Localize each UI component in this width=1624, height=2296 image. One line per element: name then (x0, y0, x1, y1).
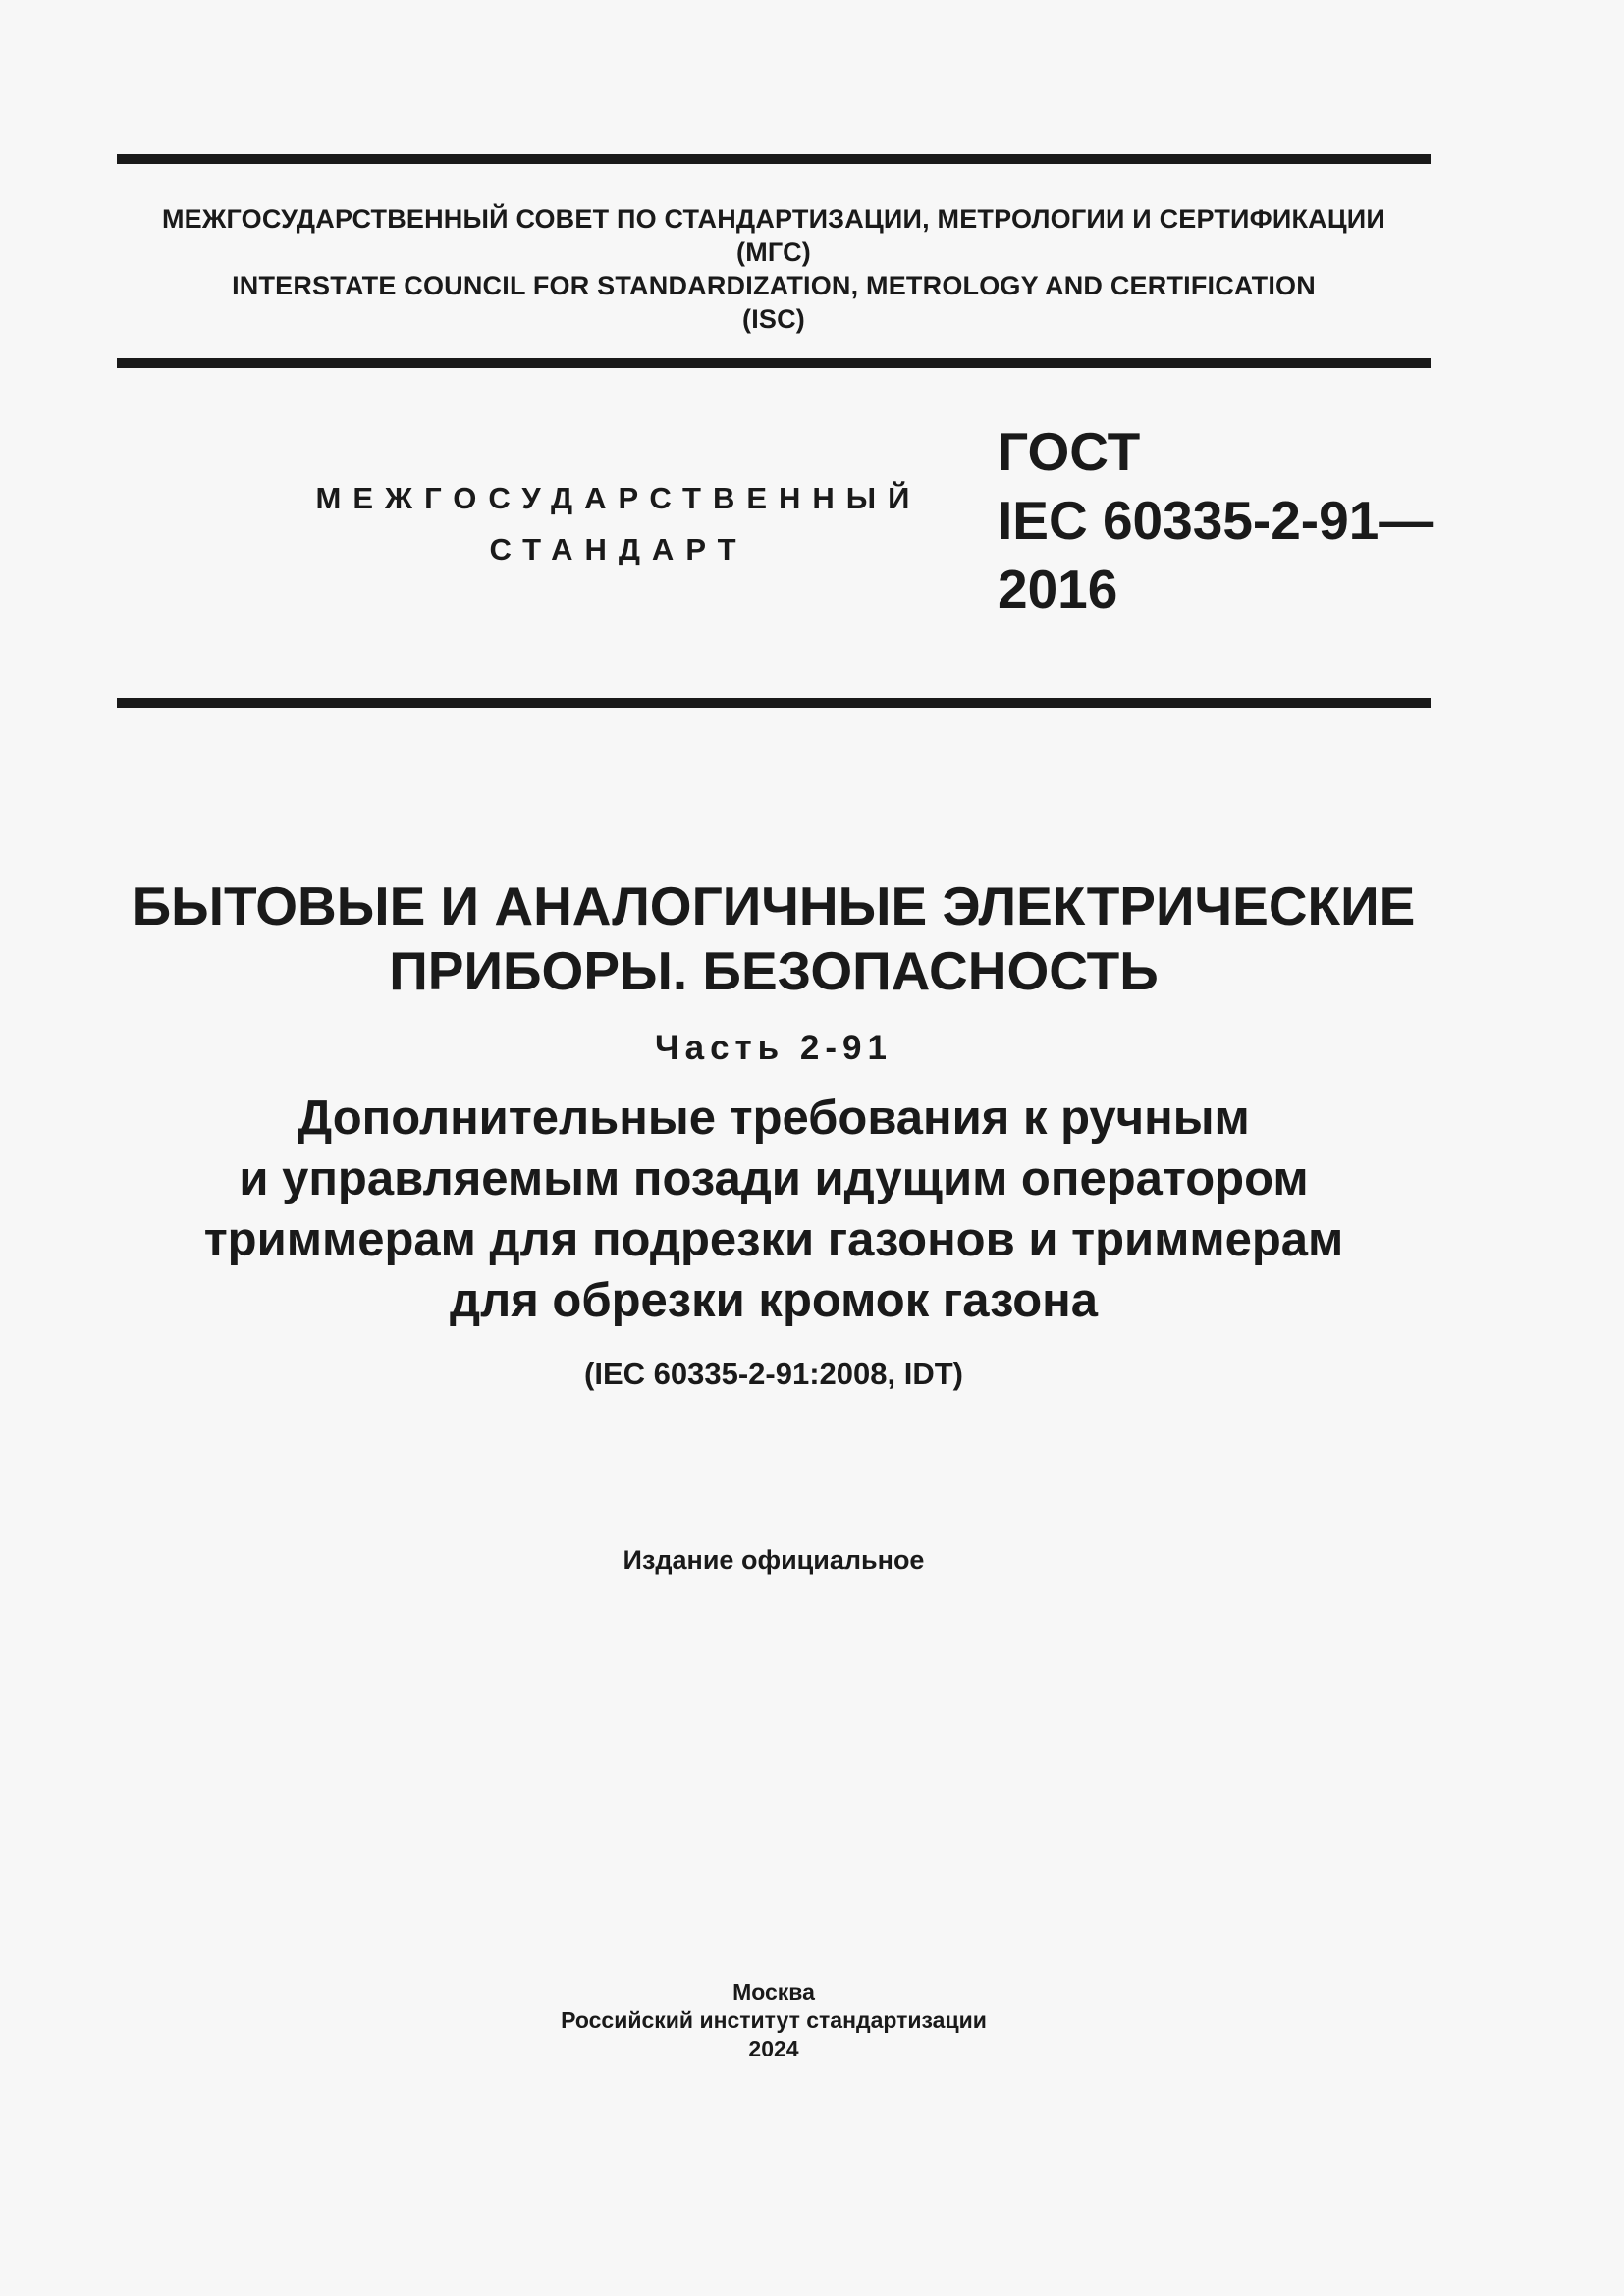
title-line1: БЫТОВЫЕ И АНАЛОГИЧНЫЕ ЭЛЕКТРИЧЕСКИЕ (132, 876, 1416, 936)
council-name-ru: МЕЖГОСУДАРСТВЕННЫЙ СОВЕТ ПО СТАНДАРТИЗАЦИИ, МЕТРОЛОГИИ И СЕРТИФИКАЦИИ (161, 204, 1386, 234)
council-abbr-en: (ISC) (742, 304, 805, 334)
document-title (117, 874, 1431, 1003)
standard-type (295, 473, 943, 575)
standard-type-line1: МЕЖГОСУДАРСТВЕННЫЙ (315, 481, 922, 515)
gost-year: 2016 (998, 559, 1118, 619)
publisher-block (117, 1978, 1431, 2063)
document-subtitle (117, 1088, 1431, 1331)
middle-divider (117, 358, 1431, 368)
subtitle-line1: Дополнительные требования к ручным (298, 1092, 1250, 1145)
top-divider (117, 154, 1431, 164)
gost-number: IEC 60335-2-91— (998, 490, 1434, 551)
standard-type-line2: СТАНДАРТ (489, 532, 748, 566)
council-abbr-ru: (МГС) (736, 238, 811, 267)
edition-label: Издание официальное (623, 1545, 925, 1575)
publisher-institute: Российский институт стандартизации (561, 2007, 987, 2033)
subtitle-line4: для обрезки кромок газона (449, 1274, 1099, 1327)
part-number: Часть 2-91 (655, 1029, 893, 1067)
subtitle-line2: и управляемым позади идущим оператором (239, 1152, 1309, 1205)
subtitle-line3: триммерам для подрезки газонов и триммерам (203, 1213, 1344, 1266)
title-line2: ПРИБОРЫ. БЕЗОПАСНОСТЬ (389, 940, 1159, 1001)
council-header (117, 202, 1431, 336)
publisher-city: Москва (732, 1979, 815, 2004)
bottom-divider (117, 698, 1431, 708)
gost-designation (998, 417, 1433, 623)
council-name-en: INTERSTATE COUNCIL FOR STANDARDIZATION, METROLOGY AND CERTIFICATION (232, 271, 1316, 300)
iec-reference: (IEC 60335-2-91:2008, IDT) (584, 1357, 963, 1391)
publication-year: 2024 (748, 2036, 799, 2061)
gost-label: ГОСТ (998, 421, 1141, 482)
